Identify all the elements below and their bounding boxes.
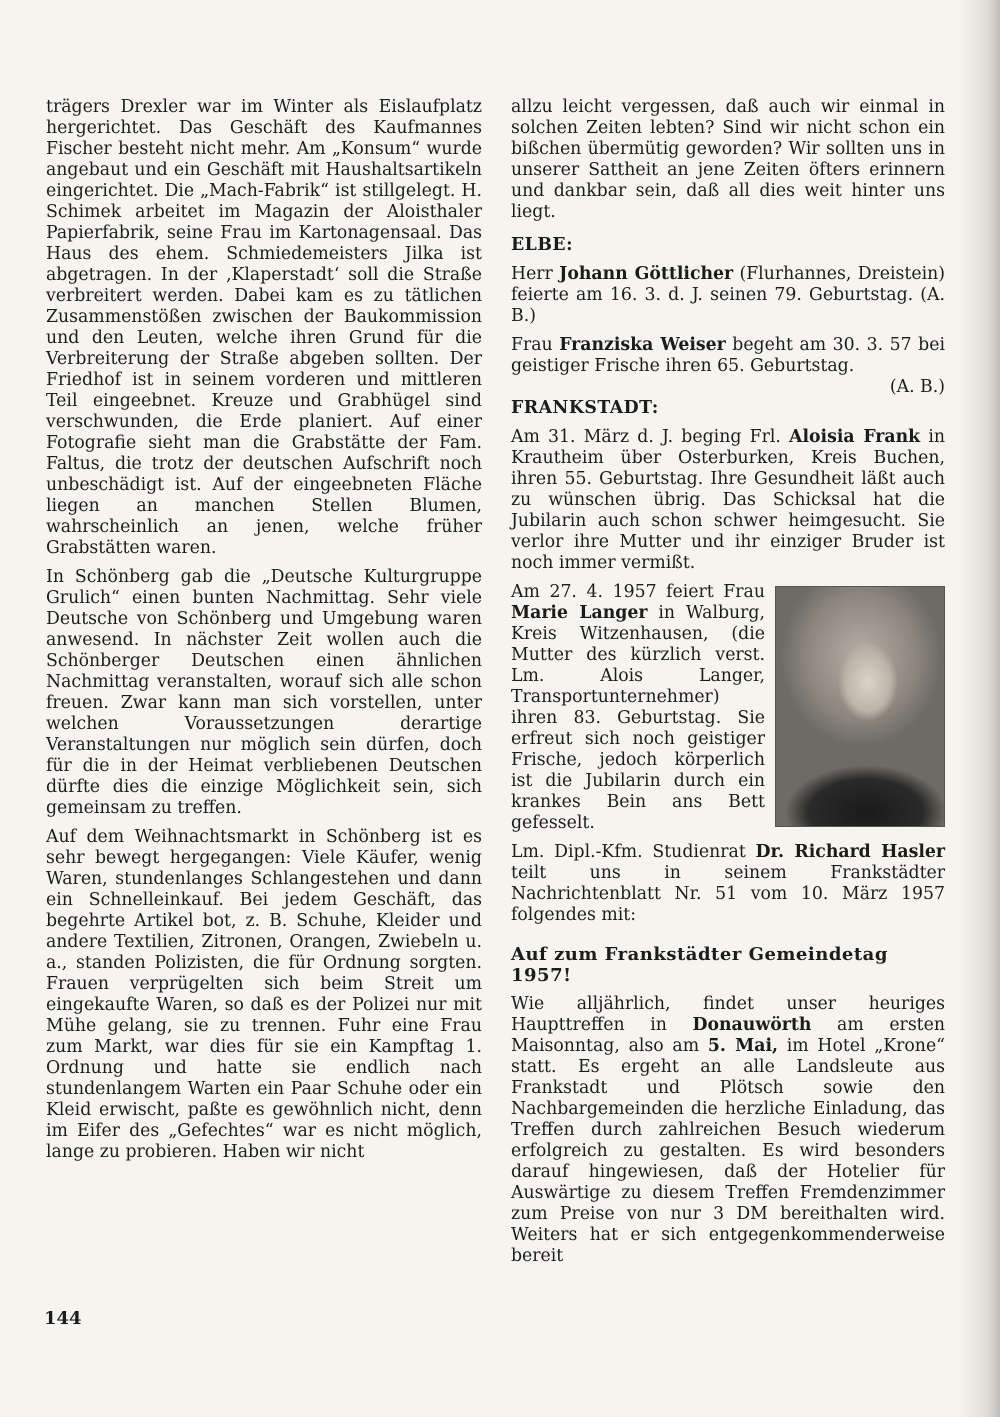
section-heading-elbe: ELBE: bbox=[511, 235, 573, 255]
place-donauwoerth: Donauwörth bbox=[692, 1015, 812, 1035]
paragraph-vergessen: allzu leicht vergessen, daß auch wir einmal in solchen Zeiten lebten? Sind wir nicht schon ein bißchen übermütig geworden? Wir sollten uns in unserer Sattheit an jene Zeiten öfters erinnern und dankbar sein, daß all dies weit hinter uns liegt. bbox=[511, 97, 945, 222]
paragraph-goettlicher: Herr Johann Göttlicher (Flurhannes, Dreistein) feierte am 16. 3. d. J. seinen 79. Geburtstag. (A. B.) bbox=[511, 264, 946, 326]
section-heading-gemeindetag: Auf zum Frankstädter Gemeindetag 1957! bbox=[511, 944, 888, 986]
name-franziska-weiser: Franziska Weiser bbox=[559, 335, 726, 355]
paragraph-kulturgruppe: In Schönberg gab die „Deutsche Kulturgruppe Grulich“ einen bunten Nachmittag. Sehr viele Deutsche von Schönberg und Umgebung waren anwesend. In nächster Zeit wollen auch die Schönberger Deutschen einen ähnlichen Nachmittag veranstalten, worauf sich alle schon freuen. Zwar kann man sich vorstellen, unter welchen Voraussetzungen derartige Veranstaltungen nur möglich sein dürfen, doch für die in der Heimat verbliebenen Deutschen dürfte dies die einzige Möglichkeit sein, sich gemeinsam zu treffen. bbox=[46, 567, 482, 818]
author-tag: (A. B.) bbox=[889, 377, 945, 397]
name-johann-goettlicher: Johann Göttlicher bbox=[559, 264, 734, 284]
page-number: 144 bbox=[44, 1308, 82, 1329]
langer-block bbox=[511, 582, 945, 834]
name-richard-hasler: Dr. Richard Hasler bbox=[755, 842, 945, 862]
paragraph-drexler: trägers Drexler war im Winter als Eislaufplatz hergerichtet. Das Geschäft des Kaufmannes Fischer besteht nicht mehr. Am „Konsum“ wurde angebaut und ein Geschäft mit Haushaltsartikeln eingerichtet. Die „Mach-Fabrik“ ist stillgelegt. H. Schimek arbeitet im Magazin der Aloisthaler Papierfabrik, seine Frau im Kartonagensaal. Das Haus des ehem. Schmiedemeisters Jilka ist abgetragen. In der ‚Klaperstadt‘ soll die Straße verbreitert werden. Dabei kam es zu tätlichen Zusammenstößen zwischen der Baukommission und den Leuten, welche ihren Grund für die Verbreiterung der Straße abgeben sollten. Der Friedhof ist in seinem vorderen und mittleren Teil eingeebnet. Kreuze und Grabhügel sind verschwunden, die Erde planiert. Auf einer Fotografie sieht man die Grabstätte der Fam. Faltus, die trotz der deutschen Aufschrift noch unbeschädigt ist. Auf der eingeebneten Fläche liegen an manchen Stellen Blumen, wahrscheinlich an jenen, welche früher Grabstätten waren. bbox=[46, 97, 482, 558]
paragraph-aloisia-frank: Am 31. März d. J. beging Frl. Aloisia Frank in Krautheim über Osterburken, Kreis Buchen, ihren 55. Geburtstag. Ihre Gesundheit läßt auch zu wünschen übrig. Das Schicksal hat die Jubilarin auch schon schwer heimgesucht. Sie verlor ihre Mutter und ihr einziger Bruder ist noch immer vermißt. bbox=[511, 427, 945, 573]
section-heading-frankstadt: FRANKSTADT: bbox=[511, 398, 659, 418]
paragraph-weihnachtsmarkt: Auf dem Weihnachtsmarkt in Schönberg ist es sehr bewegt hergegangen: Viele Käufer, wenig Waren, stundenlanges Schlangestehen und dann ein Schnelleinkauf. Bei jedem Geschäft, das begehrte Artikel bot, z. B. Schuhe, Kleider und andere Textilien, Zitronen, Orangen, Zwiebeln u. a., standen Polizisten, die für Ordnung sorgten. Frauen verprügelten sich beim Streit um eingekaufte Waren, so daß es der Polizei nur mit Mühe gelang, sie zu trennen. Fuhr eine Frau zum Markt, war dies für sie ein Kampftag 1. Ordnung und hatte sie endlich nach stundenlangem Warten ein Paar Schuhe oder ein Kleid erwischt, paßte es gewöhnlich nicht, denn im Eifer des „Gefechtes“ war es nicht möglich, lange zu probieren. Haben wir nicht bbox=[46, 827, 482, 1162]
paragraph-marie-langer: Am 27. 4. 1957 feiert Frau Marie Langer in Walburg, Kreis Witzenhausen, (die Mutter des kürzlich verst. Lm. Alois Langer, Transportunternehmer) ihren 83. Geburtstag. Sie erfreut sich noch geistiger Frische, jedoch körperlich ist die Jubilarin durch ein krankes Bein ans Bett gefesselt. bbox=[511, 582, 765, 833]
date-5-mai: 5. Mai, bbox=[707, 1036, 779, 1056]
paragraph-weiser: Frau Franziska Weiser begeht am 30. 3. 57 bei geistiger Frische ihren 65. Geburtstag. bbox=[511, 335, 945, 376]
name-marie-langer: Marie Langer bbox=[511, 603, 648, 623]
paragraph-hasler: Lm. Dipl.-Kfm. Studienrat Dr. Richard Hasler teilt uns in seinem Frankstädter Nachrichtenblatt Nr. 51 vom 10. März 1957 folgendes mit: bbox=[511, 842, 945, 925]
paragraph-gemeindetag: Wie alljährlich, findet unser heuriges Haupttreffen in Donauwörth am ersten Maisonntag, also am 5. Mai, im Hotel „Krone“ statt. Es ergeht an alle Landsleute aus Frankstadt und Plötsch sowie den Nachbargemeinden die herzliche Einladung, das Treffen durch zahlreichen Besuch wiederum erfolgreich zu gestalten. Es wird besonders darauf hingewiesen, daß der Hotelier für Auswärtige zu diesem Treffen Fremdenzimmer zum Preise von nur 3 DM bereithalten wird. Weiters hat er sich entgegenkommenderweise bereit bbox=[511, 994, 946, 1266]
left-column bbox=[46, 97, 482, 1171]
portrait-photo bbox=[775, 586, 945, 827]
right-column bbox=[511, 97, 945, 1275]
name-aloisia-frank: Aloisia Frank bbox=[789, 427, 921, 447]
page-edge-shadow bbox=[960, 0, 1000, 1417]
